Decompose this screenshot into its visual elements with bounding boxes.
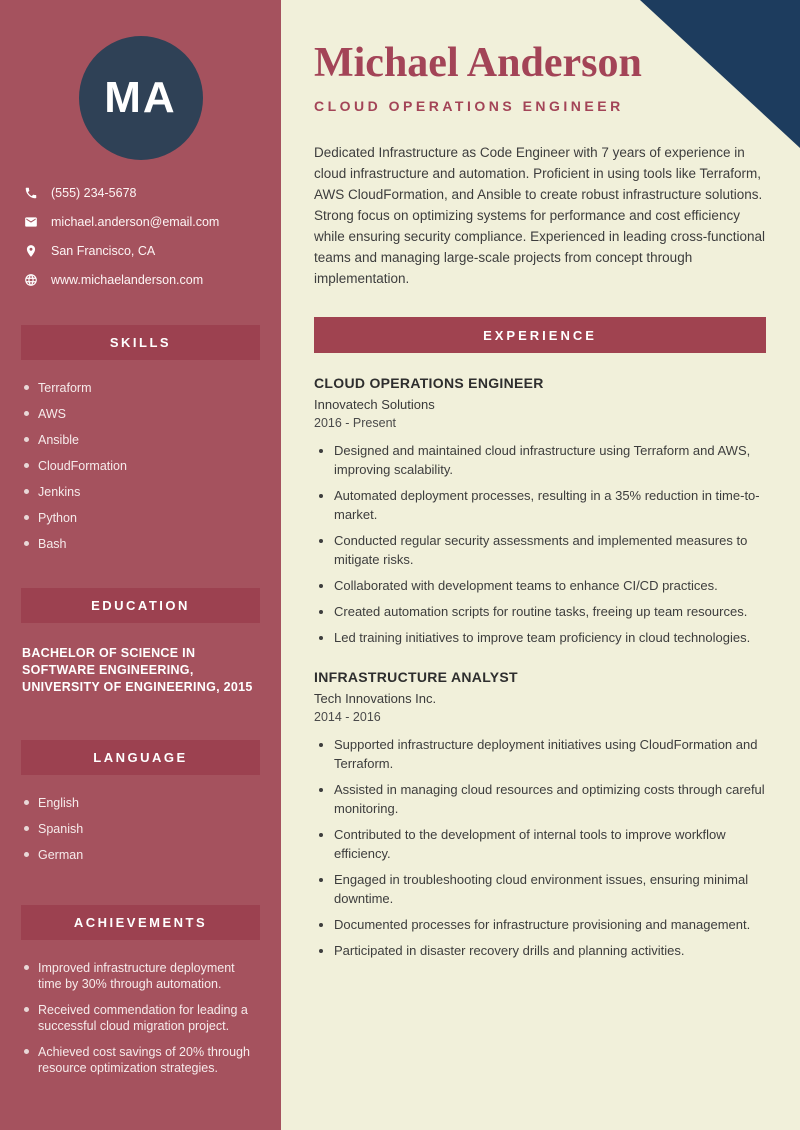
phone-icon xyxy=(24,186,38,200)
language-item: German xyxy=(24,847,261,863)
education-title: EDUCATION xyxy=(91,598,190,613)
page-title: Michael Anderson xyxy=(314,40,642,86)
achievements-title: ACHIEVEMENTS xyxy=(73,915,208,930)
job-company: Innovatech Solutions xyxy=(314,397,435,413)
job-bullet: • Engaged in troubleshooting cloud environment issues, ensuring minimal downtime. xyxy=(334,870,766,908)
contact-website xyxy=(24,273,257,287)
email-address: michael.anderson@email.com xyxy=(51,215,220,229)
job-title: INFRASTRUCTURE ANALYST xyxy=(314,669,518,686)
language-title: LANGUAGE xyxy=(93,750,188,765)
language-section-header xyxy=(21,740,260,775)
job-entry xyxy=(314,669,766,960)
education-section-header xyxy=(21,588,260,623)
job-bullet: • Contributed to the development of internal tools to improve workflow efficiency. xyxy=(334,825,766,863)
skills-title: SKILLS xyxy=(109,335,172,350)
job-dates: 2016 - Present xyxy=(314,416,396,431)
job-bullet: • Automated deployment processes, resulting in a 35% reduction in time-to-market. xyxy=(334,486,766,524)
language-list xyxy=(0,795,281,873)
experience-section-header xyxy=(314,317,766,353)
job-bullet: • Created automation scripts for routine tasks, freeing up team resources. xyxy=(334,602,766,621)
skill-item: AWS xyxy=(24,406,261,422)
job-bullet: • Participated in disaster recovery drills and planning activities. xyxy=(334,941,766,960)
contact-location xyxy=(24,244,257,258)
achievements-list xyxy=(0,960,281,1086)
skills-section-header xyxy=(21,325,260,360)
contact-phone xyxy=(24,186,257,200)
achievement-item: Improved infrastructure deployment time by 30% through automation. xyxy=(24,960,261,992)
job-bullet-list xyxy=(314,441,766,647)
job-bullet: • Conducted regular security assessments and implemented measures to mitigate risks. xyxy=(334,531,766,569)
location-icon xyxy=(24,244,38,258)
job-role-subtitle: CLOUD OPERATIONS ENGINEER xyxy=(314,98,624,115)
language-item: Spanish xyxy=(24,821,261,837)
sidebar xyxy=(0,0,281,1130)
skill-item: Python xyxy=(24,510,261,526)
contact-section xyxy=(0,186,281,302)
avatar-initials: MA xyxy=(104,73,177,122)
experience-title: EXPERIENCE xyxy=(483,327,597,343)
summary-paragraph: Dedicated Infrastructure as Code Engineer with 7 years of experience in cloud infrastructure and automation. Proficient in using tools like Terraform, AWS CloudFormation, and Ansible to create robust infrastructure solutions. Strong focus on optimizing systems for performance and cost efficiency while ensuring security compliance. Experienced in leading cross-functional teams and managing large-scale projects from concept through implementation. xyxy=(314,145,765,287)
skill-item: Ansible xyxy=(24,432,261,448)
education-degree: BACHELOR OF SCIENCE IN SOFTWARE ENGINEERING, UNIVERSITY OF ENGINEERING, 2015 xyxy=(22,646,253,694)
job-bullet: • Assisted in managing cloud resources and optimizing costs through careful monitoring. xyxy=(334,780,766,818)
skill-item: Terraform xyxy=(24,380,261,396)
job-entry xyxy=(314,375,766,647)
skill-item: CloudFormation xyxy=(24,458,261,474)
job-dates: 2014 - 2016 xyxy=(314,710,381,725)
email-icon xyxy=(24,215,38,229)
job-bullet: • Collaborated with development teams to enhance CI/CD practices. xyxy=(334,576,766,595)
phone-number: (555) 234-5678 xyxy=(51,186,137,200)
achievements-section-header xyxy=(21,905,260,940)
job-bullet: • Led training initiatives to improve team proficiency in cloud technologies. xyxy=(334,628,766,647)
language-item: English xyxy=(24,795,261,811)
job-bullet-list xyxy=(314,735,766,960)
job-bullet: • Documented processes for infrastructure provisioning and management. xyxy=(334,915,766,934)
avatar xyxy=(79,36,203,160)
skills-list xyxy=(0,380,281,562)
contact-email xyxy=(24,215,257,229)
job-company: Tech Innovations Inc. xyxy=(314,691,437,707)
skill-item: Jenkins xyxy=(24,484,261,500)
website-url: www.michaelanderson.com xyxy=(51,273,204,287)
job-bullet: • Supported infrastructure deployment initiatives using CloudFormation and Terraform. xyxy=(334,735,766,773)
achievement-item: Received commendation for leading a successful cloud migration project. xyxy=(24,1002,261,1034)
main-content xyxy=(281,0,800,1130)
job-bullet: • Designed and maintained cloud infrastructure using Terraform and AWS, improving scalability. xyxy=(334,441,766,479)
skill-item: Bash xyxy=(24,536,261,552)
achievement-item: Achieved cost savings of 20% through resource optimization strategies. xyxy=(24,1044,261,1076)
website-icon xyxy=(24,273,38,287)
location-text: San Francisco, CA xyxy=(51,244,156,258)
job-title: CLOUD OPERATIONS ENGINEER xyxy=(314,375,544,392)
